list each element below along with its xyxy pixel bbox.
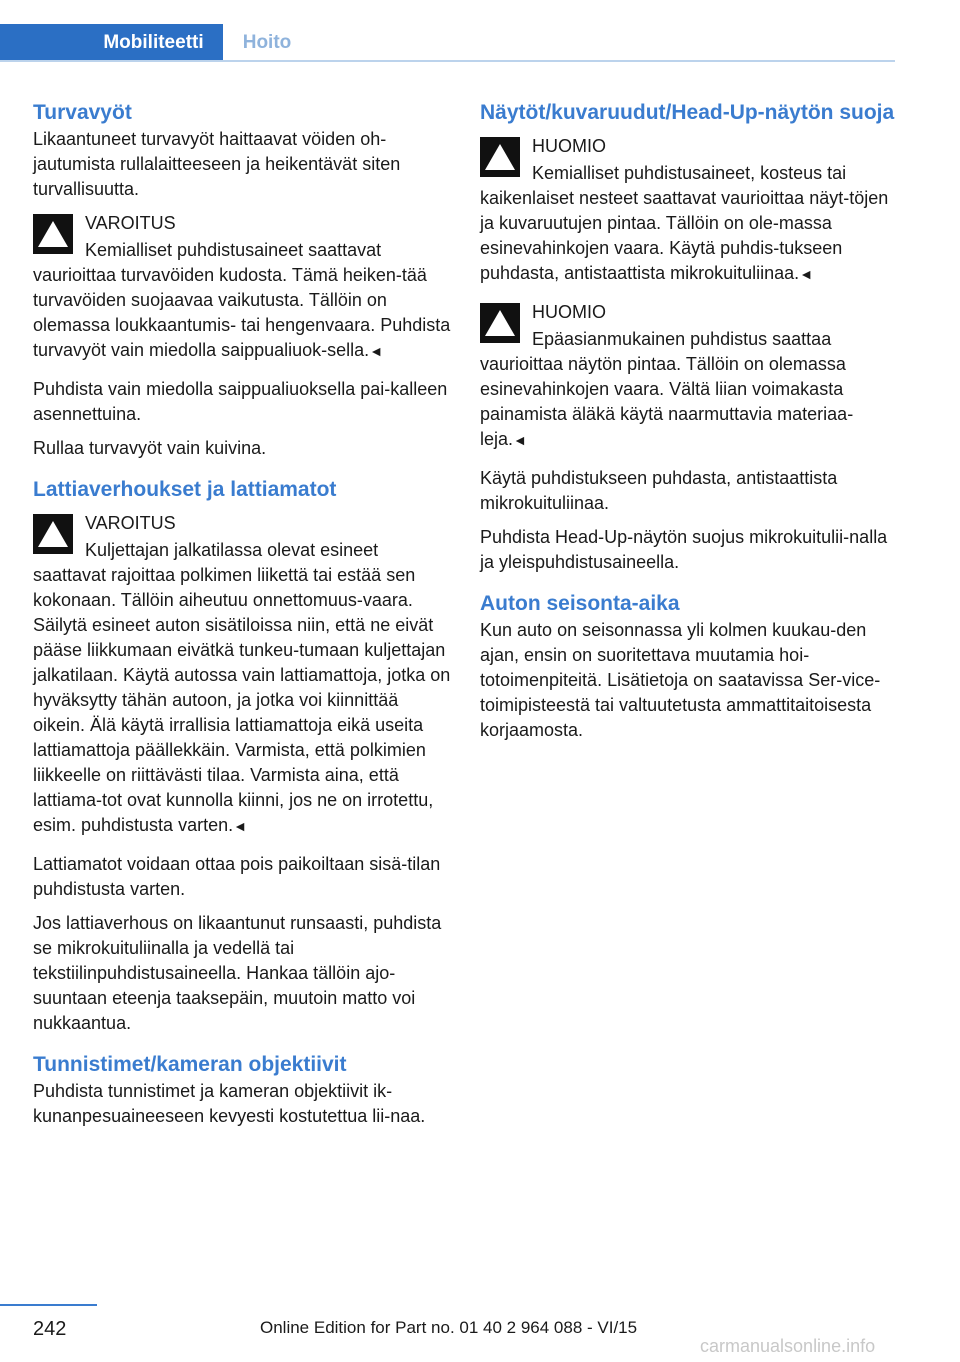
edition-footer: Online Edition for Part no. 01 40 2 964 088 - VI/15 bbox=[260, 1318, 638, 1337]
notice-text: Kemialliset puhdistusaineet, kosteus tai kaikenlaiset nesteet saattavat vaurioittaa näyt-töjen ja kuvaruutujen pintaa. Tällöin on ole-massa esinevahinkojen vaara. Käytä puhdis-tukseen puhdasta, antistaattista mikrokuituliinaa. bbox=[480, 163, 889, 283]
notice-label: HUOMIO bbox=[532, 302, 606, 322]
mats-warning bbox=[33, 511, 451, 839]
header-divider bbox=[0, 60, 895, 62]
section-title-storage: Auton seisonta-aika bbox=[480, 592, 680, 615]
warning-label: VAROITUS bbox=[85, 513, 176, 533]
warning-label: VAROITUS bbox=[85, 213, 176, 233]
header-tab-bar bbox=[0, 24, 895, 62]
caution-triangle-icon bbox=[480, 303, 520, 343]
watermark: carmanualsonline.info bbox=[700, 1336, 876, 1356]
notice-label: HUOMIO bbox=[532, 136, 606, 156]
displays-notice-2 bbox=[480, 300, 898, 453]
footer-accent-line bbox=[0, 1304, 97, 1306]
page-number: 242 bbox=[33, 1318, 67, 1340]
warning-text: Kemialliset puhdistusaineet saattavat vaurioittaa turvavöiden kudosta. Tämä heiken-tää turvavöiden suojaavaa vaikutusta. Tällöin on olemassa loukkaantumis- tai hengenvaara. Puhdista turvavyöt vain miedolla saippualiuok-sella. bbox=[33, 240, 451, 360]
storage-paragraph-1: Kun auto on seisonnassa yli kolmen kuukau-den ajan, ensin on suoritettava muutamia hoi-totoimenpiteitä. Lisätietoja on saatavissa Ser-vice-toimipisteestä tai valtuutetusta ammattitaitoisesta korjaamosta. bbox=[480, 620, 881, 740]
seatbelts-intro: Likaantuneet turvavyöt haittaavat vöiden oh-jautumista rullalaitteeseen ja heikentävät siten turvallisuutta. bbox=[33, 129, 401, 199]
mats-paragraph-1: Lattiamatot voidaan ottaa pois paikoiltaan sisä-tilan puhdistusta varten. bbox=[33, 854, 441, 899]
displays-paragraph-1: Käytä puhdistukseen puhdasta, antistaattista mikrokuituliinaa. bbox=[480, 468, 838, 513]
warning-text: Kuljettajan jalkatilassa olevat esineet saattavat rajoittaa polkimen liikettä tai estää sen kokonaan. Tällöin aiheutuu onnettomuus-vaara. Säilytä esineet auton sisätiloissa niin, että ne eivät pääse liikkumaan eivätkä tunkeu-tumaan kuljettajan jalkatilaan. Käytä autossa vain lattiamattoja, jotka on hyväksytty tähän autoon, ja jotka voi kiinnittää oikein. Älä käytä irrallisia lattiamattoja eikä useita lattiamattoja päällekkäin. Varmista, että polkimien liikkeelle on riittävästi tilaa. Varmista aina, että lattiama-tot ovat kunnolla kiinni, jos ne on irrotettu, esim. puhdistusta varten. bbox=[33, 540, 451, 835]
caution-triangle-icon bbox=[480, 137, 520, 177]
end-mark: ◄ bbox=[799, 266, 814, 282]
end-mark: ◄ bbox=[513, 432, 527, 448]
right-column bbox=[480, 100, 898, 752]
section-title-displays: Näytöt/kuvaruudut/Head-Up-näytön suoja bbox=[480, 101, 895, 124]
displays-notice-1 bbox=[480, 134, 898, 287]
section-title-mats: Lattiaverhoukset ja lattiamatot bbox=[33, 478, 337, 501]
end-mark: ◄ bbox=[369, 343, 384, 359]
tab-hoito[interactable]: Hoito bbox=[242, 32, 292, 53]
left-column bbox=[33, 100, 451, 1138]
notice-text: Epäasianmukainen puhdistus saattaa vaurioittaa näytön pintaa. Tällöin on olemassa esinevahinkojen vaara. Vältä liian voimakasta painamista äläkä käytä naarmuttavia materiaa-leja. bbox=[480, 329, 854, 449]
section-title-sensors: Tunnistimet/kameran objektiivit bbox=[33, 1053, 347, 1076]
tab-mobiliteetti[interactable] bbox=[0, 24, 223, 62]
warning-triangle-icon bbox=[33, 514, 73, 554]
seatbelts-paragraph-2: Rullaa turvavyöt vain kuivina. bbox=[33, 438, 267, 458]
mats-paragraph-2: Jos lattiaverhous on likaantunut runsaasti, puhdista se mikrokuituliinalla ja vedellä tai tekstiilinpuhdistusaineella. Hankaa tällöin ajo-suuntaan eteenja taaksepäin, muutoin matto voi nukkaantua. bbox=[33, 913, 442, 1033]
sensors-paragraph-1: Puhdista tunnistimet ja kameran objektiivit ik-kunanpesuaineeseen kevyesti kostutettua lii-naa. bbox=[33, 1081, 426, 1126]
end-mark: ◄ bbox=[233, 818, 247, 834]
section-title-seatbelts: Turvavyöt bbox=[33, 101, 132, 124]
displays-paragraph-2: Puhdista Head-Up-näytön suojus mikrokuitulii-nalla ja yleispuhdistusaineella. bbox=[480, 527, 888, 572]
tab-mobiliteetti-label: Mobiliteetti bbox=[103, 32, 204, 53]
seatbelts-warning bbox=[33, 211, 451, 364]
seatbelts-paragraph-1: Puhdista vain miedolla saippualiuoksella pai-kalleen asennettuina. bbox=[33, 379, 448, 424]
warning-triangle-icon bbox=[33, 214, 73, 254]
